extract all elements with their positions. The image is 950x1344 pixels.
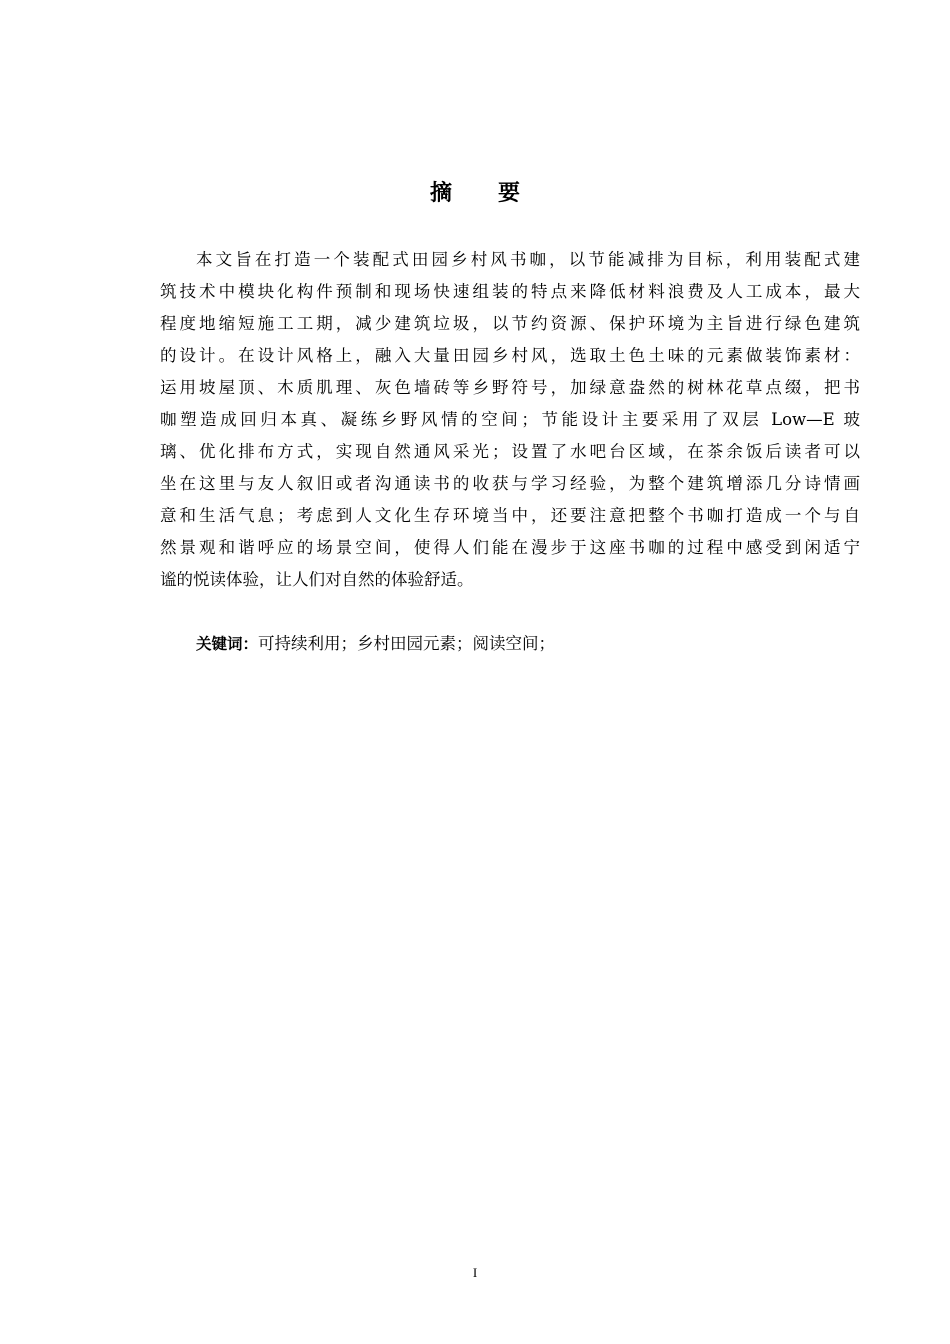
abstract-line: 筑技术中模块化构件预制和现场快速组装的特点来降低材料浪费及人工成本，最大	[160, 282, 860, 301]
keywords-value: 可持续利用；乡村田园元素；阅读空间；	[258, 634, 556, 653]
keywords	[196, 628, 555, 660]
abstract-title-char-1: 摘	[429, 181, 452, 206]
abstract-title	[0, 178, 950, 210]
abstract-line: 咖塑造成回归本真、凝练乡野风情的空间；节能设计主要采用了双层 Low—E 玻	[160, 410, 860, 429]
page-number: I	[472, 1265, 478, 1280]
keywords-label: 关键词：	[196, 635, 259, 653]
abstract-line: 的设计。在设计风格上，融入大量田园乡村风，选取土色土味的元素做装饰素材：	[160, 346, 860, 365]
abstract-line: 然景观和谐呼应的场景空间，使得人们能在漫步于这座书咖的过程中感受到闲适宁	[160, 538, 860, 557]
abstract-paragraph	[160, 244, 860, 596]
abstract-line: 坐在这里与友人叙旧或者沟通读书的收获与学习经验，为整个建筑增添几分诗情画	[160, 474, 860, 493]
abstract-line: 本文旨在打造一个装配式田园乡村风书咖，以节能减排为目标，利用装配式建	[196, 250, 860, 269]
abstract-title-char-2: 要	[498, 181, 521, 206]
abstract-line: 运用坡屋顶、木质肌理、灰色墙砖等乡野符号，加绿意盎然的树林花草点缀，把书	[160, 378, 860, 397]
abstract-line: 谧的悦读体验，让人们对自然的体验舒适。	[160, 570, 474, 589]
abstract-line: 璃、优化排布方式，实现自然通风采光；设置了水吧台区域，在茶余饭后读者可以	[160, 442, 860, 461]
abstract-line: 意和生活气息；考虑到人文化生存环境当中，还要注意把整个书咖打造成一个与自	[160, 506, 860, 525]
abstract-line: 程度地缩短施工工期，减少建筑垃圾，以节约资源、保护环境为主旨进行绿色建筑	[160, 314, 860, 333]
